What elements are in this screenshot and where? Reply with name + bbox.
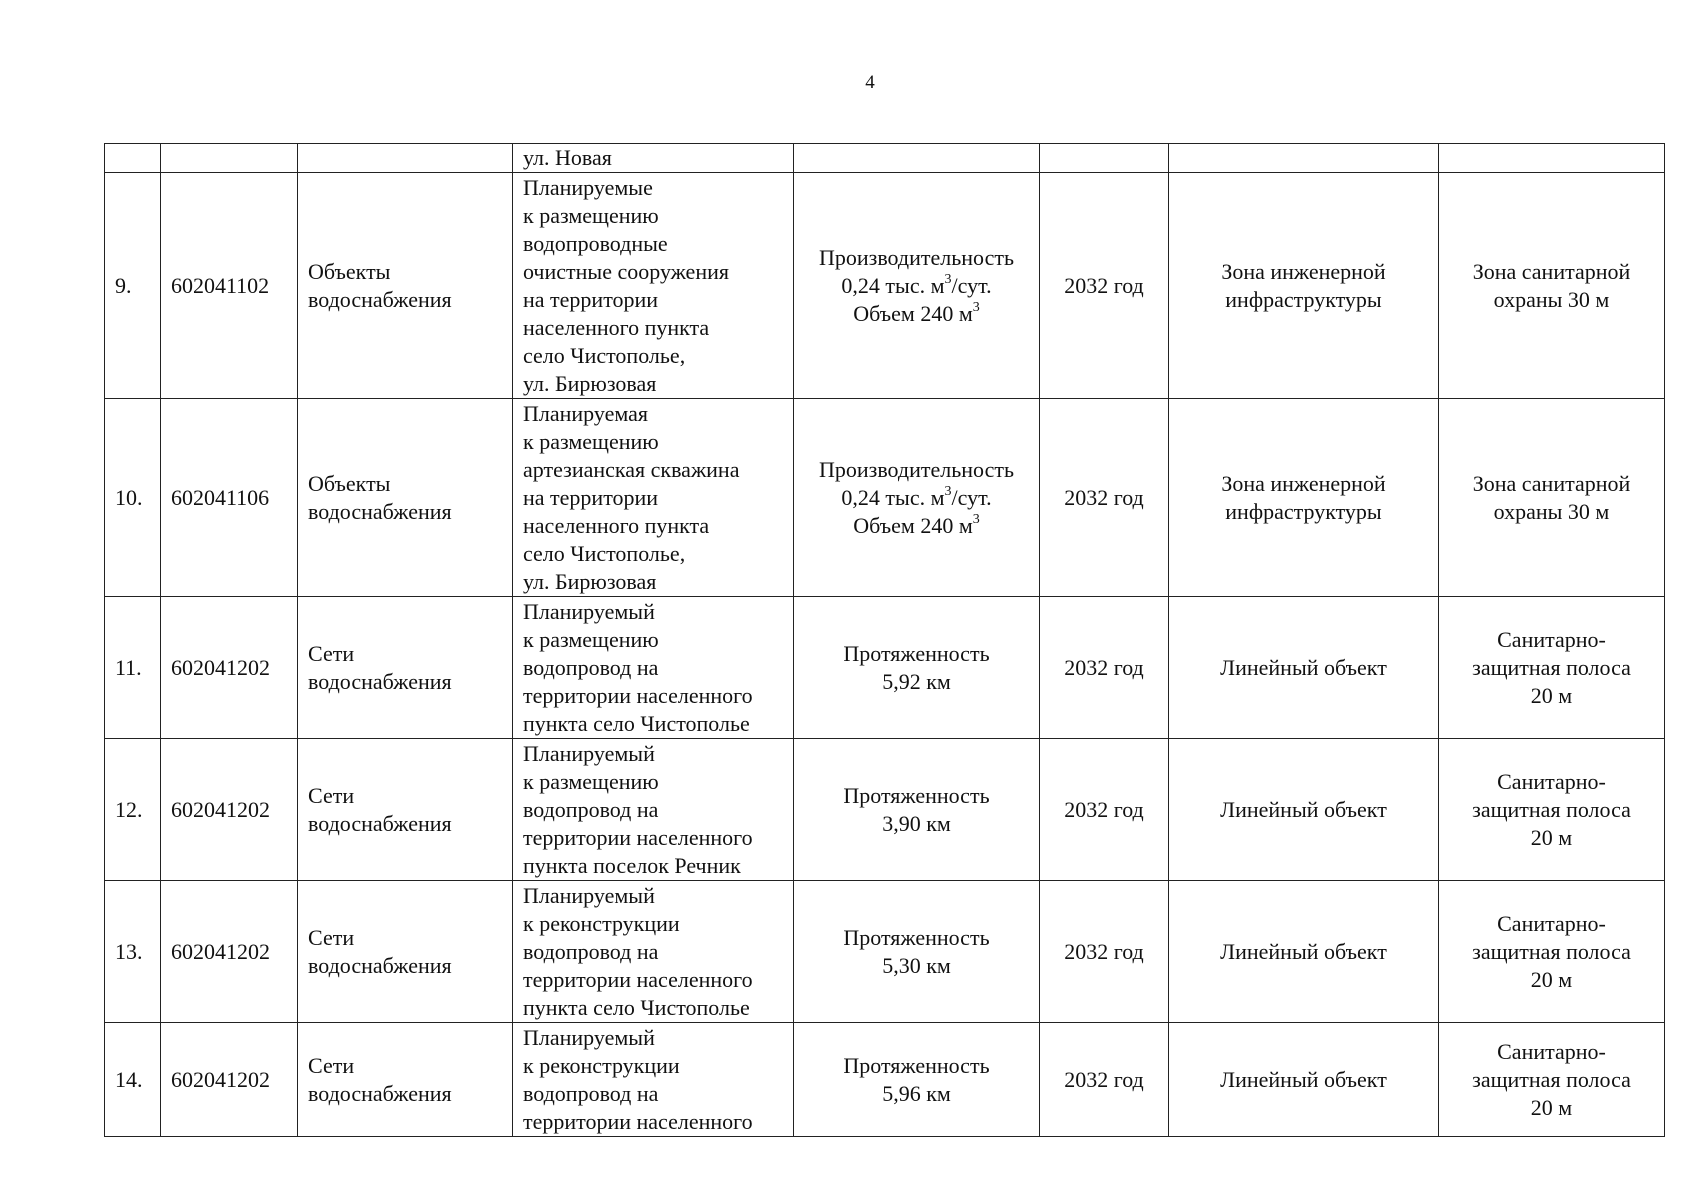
cell-object-type <box>298 597 513 739</box>
page-number: 4 <box>865 72 875 93</box>
cell-parameters <box>794 144 1040 173</box>
cell-number: 12. <box>105 739 161 881</box>
cell-line: Санитарно- <box>1497 910 1606 936</box>
cell-line: к размещению <box>523 768 659 794</box>
cell-line: к размещению <box>523 428 659 454</box>
cell-line: населенного пункта <box>523 314 710 340</box>
cell-year: 2032 год <box>1040 597 1169 739</box>
cell-line: Производительность <box>818 244 1015 270</box>
cell-restriction <box>1439 173 1665 399</box>
cell-line: Зона инженерной <box>1221 470 1386 496</box>
table-body <box>105 144 1665 1137</box>
cell-line: водоснабжения <box>308 498 452 524</box>
cell-number: 9. <box>105 173 161 399</box>
cell-restriction <box>1439 597 1665 739</box>
cell-zone <box>1169 1023 1439 1137</box>
cell-line: Зона санитарной <box>1472 258 1631 284</box>
cell-description <box>513 597 794 739</box>
cell-line: Сети <box>308 924 355 950</box>
cell-line: на территории <box>523 286 659 312</box>
cell-line: Протяженность <box>843 640 990 666</box>
cell-parameters <box>794 173 1040 399</box>
cell-line: водопровод на <box>523 1080 659 1106</box>
cell-line: водоснабжения <box>308 810 452 836</box>
cell-line: к реконструкции <box>523 1052 680 1078</box>
cell-line: водопровод на <box>523 938 659 964</box>
cell-line: артезианская скважина <box>523 456 740 482</box>
cell-zone <box>1169 173 1439 399</box>
cell-line: 0,24 тыс. $м^3$/сут. <box>841 272 992 298</box>
table-row <box>105 173 1665 399</box>
cell-line: Планируемый <box>523 882 655 908</box>
cell-line: водопровод на <box>523 796 659 822</box>
cell-line: охраны 30 м <box>1493 498 1610 524</box>
cell-object-type <box>298 881 513 1023</box>
cell-line: защитная полоса <box>1472 796 1631 822</box>
cell-line: 20 м <box>1530 682 1573 708</box>
cell-object-type <box>298 1023 513 1137</box>
cell-parameters <box>794 597 1040 739</box>
cell-line: пункта поселок Речник <box>523 852 741 878</box>
table-row <box>105 597 1665 739</box>
cell-line: 5,30 км <box>882 952 951 978</box>
cell-line: Линейный объект <box>1220 654 1387 680</box>
cell-object-type <box>298 739 513 881</box>
cell-zone <box>1169 881 1439 1023</box>
cell-number: 14. <box>105 1023 161 1137</box>
cell-line: 5,96 км <box>882 1080 951 1106</box>
cell-line: ул. Новая <box>523 145 612 170</box>
table-row <box>105 1023 1665 1137</box>
cell-object-type <box>298 399 513 597</box>
cell-code: 602041202 <box>161 597 298 739</box>
cell-line: очистные сооружения <box>523 258 729 284</box>
cell-parameters <box>794 881 1040 1023</box>
cell-object-type <box>298 173 513 399</box>
cell-zone <box>1169 144 1439 173</box>
cell-line: Объем 240 $м^3$ <box>853 300 980 326</box>
cell-restriction <box>1439 1023 1665 1137</box>
cell-line: Зона инженерной <box>1221 258 1386 284</box>
cell-code: 602041202 <box>161 739 298 881</box>
cell-line: Планируемая <box>523 400 649 426</box>
cell-code: 602041202 <box>161 881 298 1023</box>
cell-line: Планируемый <box>523 740 655 766</box>
cell-line: Линейный объект <box>1220 796 1387 822</box>
cell-line: ул. Бирюзовая <box>523 370 657 396</box>
cell-line: охраны 30 м <box>1493 286 1610 312</box>
cell-parameters <box>794 739 1040 881</box>
cell-restriction <box>1439 881 1665 1023</box>
cell-code: 602041202 <box>161 1023 298 1137</box>
cell-code: 602041106 <box>161 399 298 597</box>
cell-line: водоснабжения <box>308 1080 452 1106</box>
cell-line: защитная полоса <box>1472 1066 1631 1092</box>
table-row <box>105 881 1665 1023</box>
cell-line: Планируемый <box>523 1024 655 1050</box>
cell-line: село Чистополье, <box>523 540 686 566</box>
cell-line: водоснабжения <box>308 668 452 694</box>
cell-line: Санитарно- <box>1497 626 1606 652</box>
cell-description <box>513 173 794 399</box>
cell-line: инфраструктуры <box>1225 498 1382 524</box>
cell-line: пункта село Чистополье <box>523 710 750 736</box>
cell-line: водоснабжения <box>308 286 452 312</box>
cell-line: 20 м <box>1530 1094 1573 1120</box>
cell-zone <box>1169 399 1439 597</box>
cell-line: Сети <box>308 1052 355 1078</box>
cell-line: Линейный объект <box>1220 938 1387 964</box>
cell-line: к реконструкции <box>523 910 680 936</box>
cell-line: Объем 240 $м^3$ <box>853 512 980 538</box>
cell-line: населенного пункта <box>523 512 710 538</box>
cell-number: 11. <box>105 597 161 739</box>
cell-restriction <box>1439 399 1665 597</box>
cell-parameters <box>794 1023 1040 1137</box>
cell-line: Линейный объект <box>1220 1066 1387 1092</box>
cell-line: Протяженность <box>843 782 990 808</box>
cell-parameters <box>794 399 1040 597</box>
cell-restriction <box>1439 739 1665 881</box>
cell-line: пункта село Чистополье <box>523 994 750 1020</box>
table-row <box>105 144 1665 173</box>
cell-line: Объекты <box>308 258 391 284</box>
cell-line: 3,90 км <box>882 810 951 836</box>
cell-line: водопроводные <box>523 230 668 256</box>
cell-line: Санитарно- <box>1497 768 1606 794</box>
cell-year <box>1040 144 1169 173</box>
cell-line: инфраструктуры <box>1225 286 1382 312</box>
cell-description <box>513 739 794 881</box>
cell-year: 2032 год <box>1040 1023 1169 1137</box>
cell-line: водоснабжения <box>308 952 452 978</box>
cell-line: территории населенного <box>523 682 753 708</box>
cell-description <box>513 1023 794 1137</box>
cell-line: Сети <box>308 782 355 808</box>
cell-zone <box>1169 739 1439 881</box>
cell-line: Протяженность <box>843 1052 990 1078</box>
cell-line: защитная полоса <box>1472 654 1631 680</box>
cell-line: ул. Бирюзовая <box>523 568 657 594</box>
cell-line: Зона санитарной <box>1472 470 1631 496</box>
table-row <box>105 739 1665 881</box>
table-row <box>105 399 1665 597</box>
cell-line: на территории <box>523 484 659 510</box>
cell-year: 2032 год <box>1040 173 1169 399</box>
cell-description <box>513 881 794 1023</box>
cell-line: защитная полоса <box>1472 938 1631 964</box>
cell-line: Протяженность <box>843 924 990 950</box>
cell-line: территории населенного <box>523 966 753 992</box>
cell-line: Санитарно- <box>1497 1038 1606 1064</box>
cell-zone <box>1169 597 1439 739</box>
cell-restriction <box>1439 144 1665 173</box>
cell-number <box>105 144 161 173</box>
cell-description <box>513 399 794 597</box>
cell-line: Объекты <box>308 470 391 496</box>
cell-year: 2032 год <box>1040 739 1169 881</box>
cell-line: Производительность <box>818 456 1015 482</box>
cell-line: 5,92 км <box>882 668 951 694</box>
cell-year: 2032 год <box>1040 881 1169 1023</box>
cell-line: 20 м <box>1530 966 1573 992</box>
cell-line: Планируемый <box>523 598 655 624</box>
cell-line: село Чистополье, <box>523 342 686 368</box>
cell-line: территории населенного <box>523 1108 753 1134</box>
cell-line: Планируемые <box>523 174 653 200</box>
cell-line: к размещению <box>523 626 659 652</box>
cell-description <box>513 144 794 173</box>
cell-code: 602041102 <box>161 173 298 399</box>
cell-line: 0,24 тыс. $м^3$/сут. <box>841 484 992 510</box>
cell-code <box>161 144 298 173</box>
cell-line: водопровод на <box>523 654 659 680</box>
cell-line: Сети <box>308 640 355 666</box>
objects-table <box>104 143 1665 1137</box>
cell-number: 10. <box>105 399 161 597</box>
cell-line: к размещению <box>523 202 659 228</box>
cell-line: 20 м <box>1530 824 1573 850</box>
cell-number: 13. <box>105 881 161 1023</box>
cell-line: территории населенного <box>523 824 753 850</box>
cell-object-type <box>298 144 513 173</box>
cell-year: 2032 год <box>1040 399 1169 597</box>
